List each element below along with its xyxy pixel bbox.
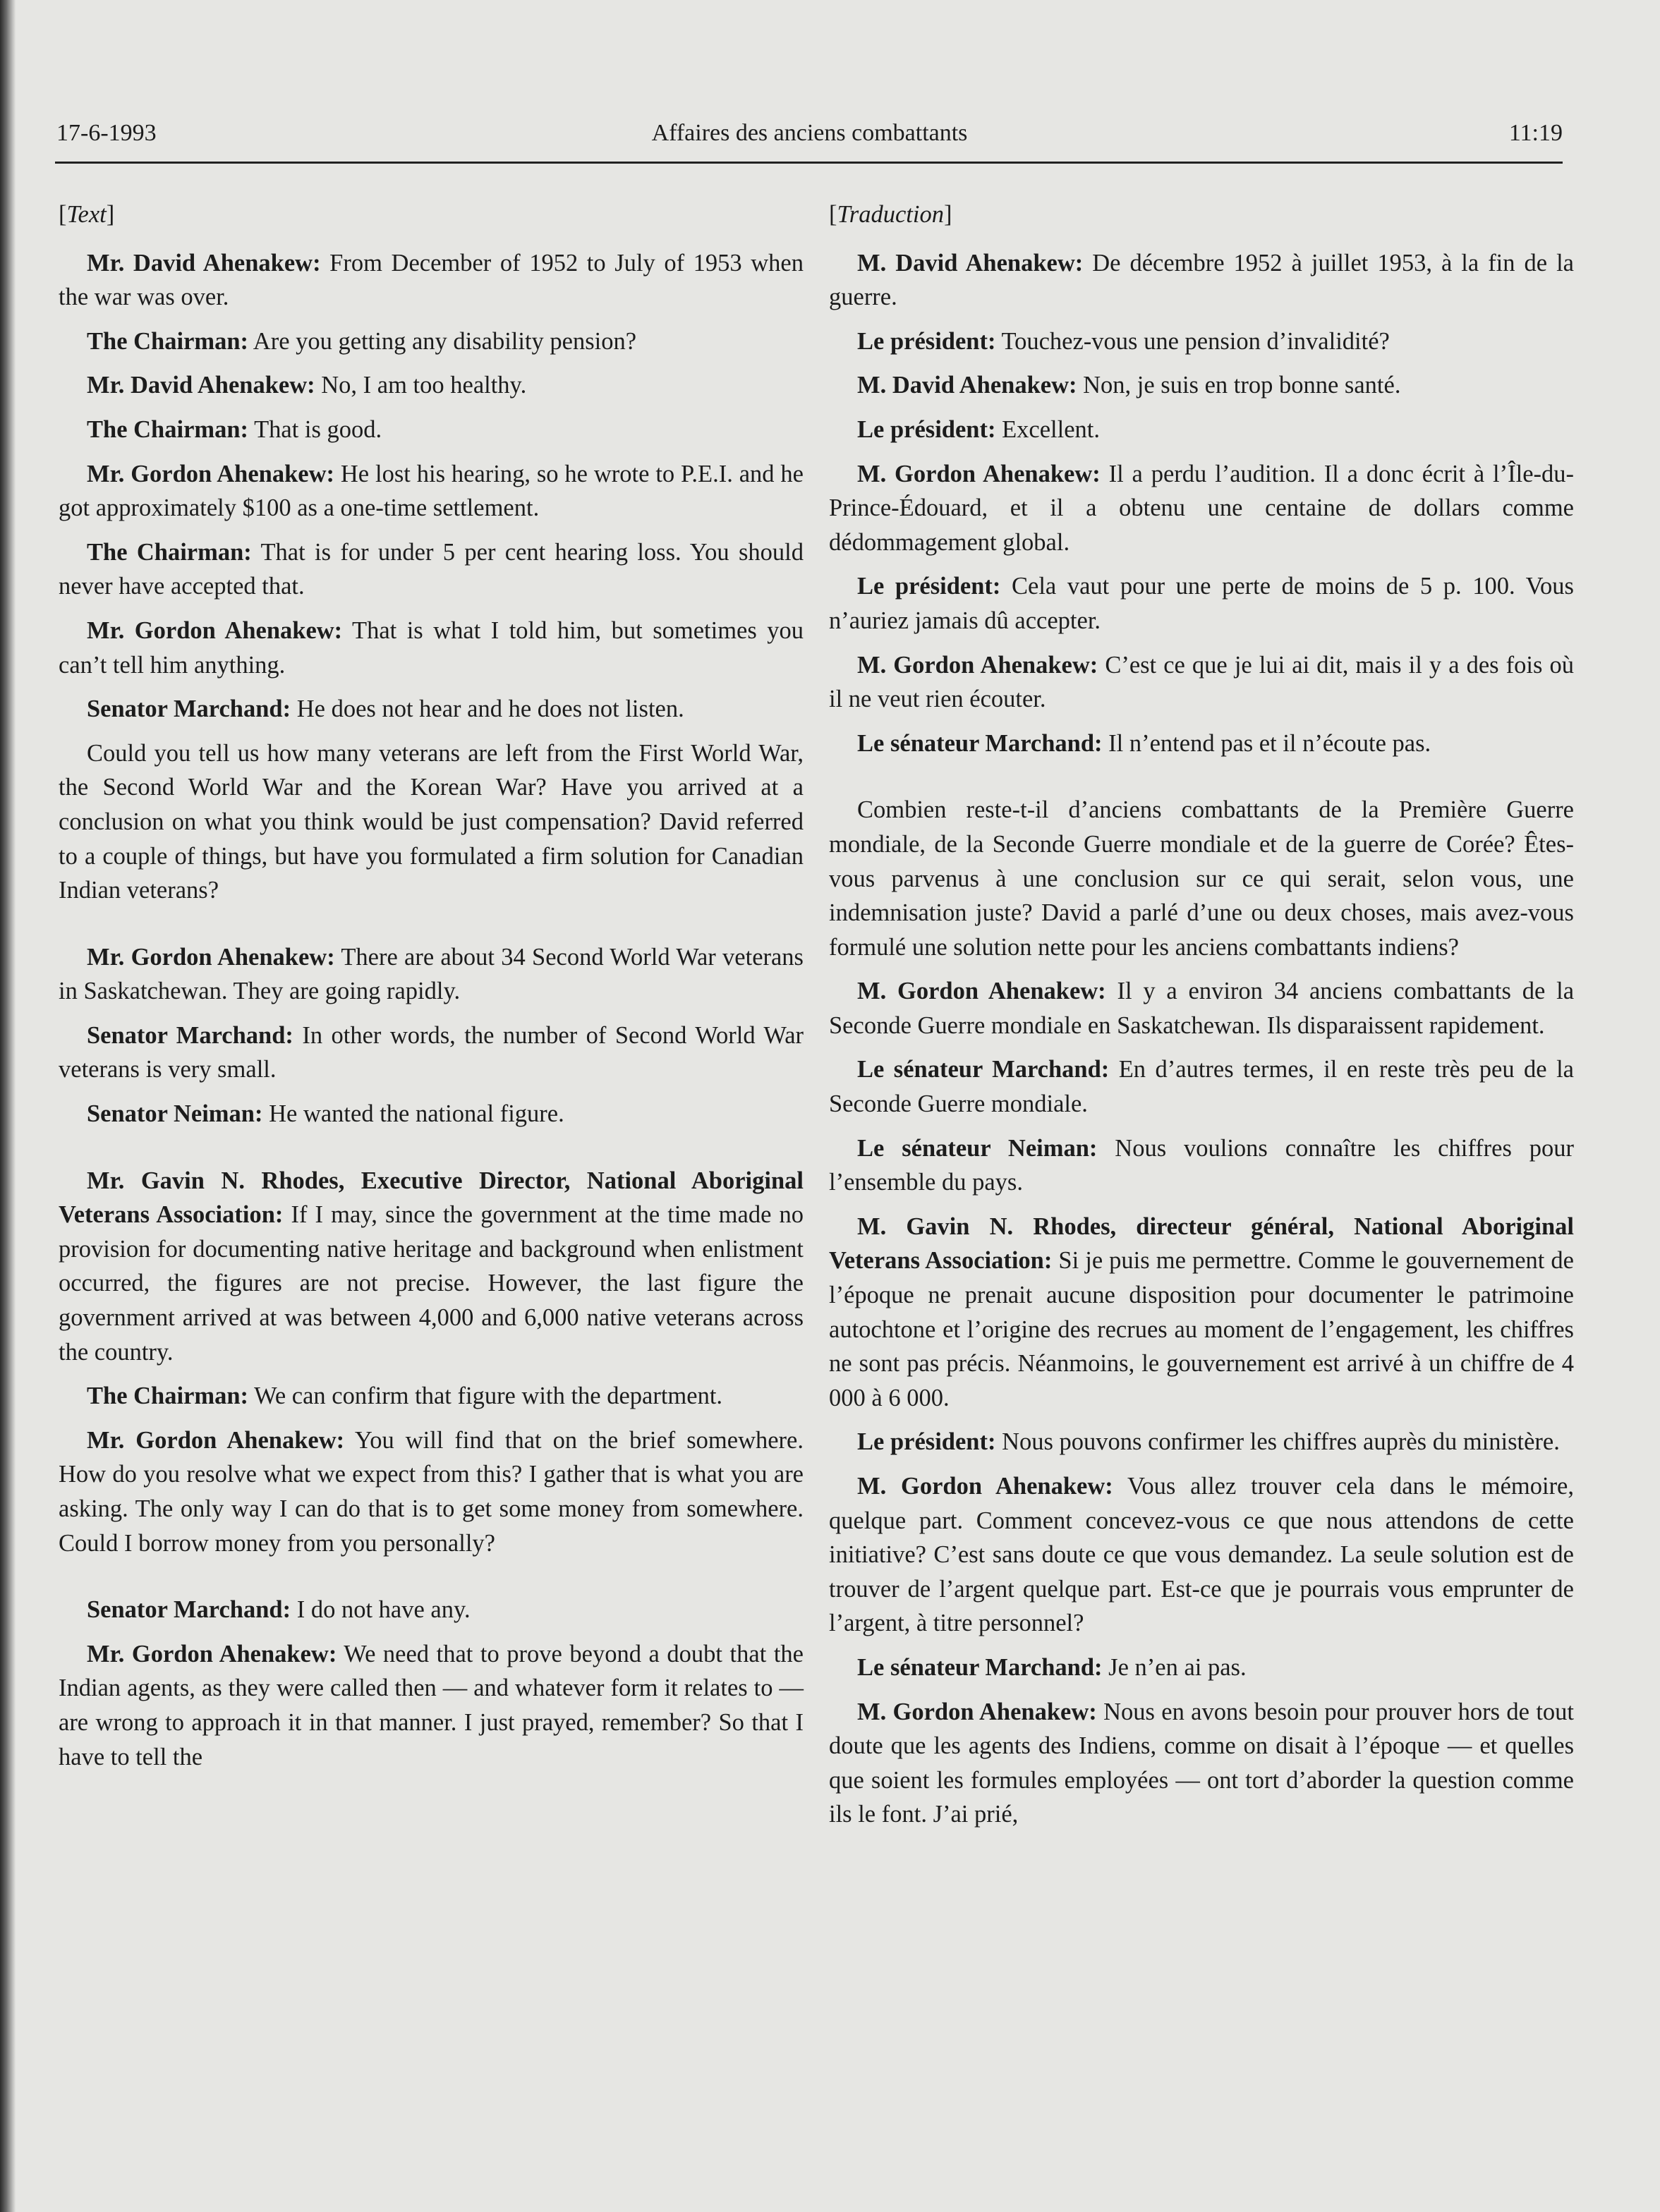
speaker-name: M. David Ahenakew: xyxy=(857,249,1084,276)
transcript-paragraph xyxy=(829,1651,1574,1685)
transcript-paragraph xyxy=(59,1379,804,1414)
speech-text: De décembre 1952 à juillet 1953, à la fin de la guerre. xyxy=(829,249,1574,311)
speech-text: He wanted the national figure. xyxy=(262,1100,564,1128)
speaker-name: M. David Ahenakew: xyxy=(857,372,1077,399)
transcript-paragraph xyxy=(829,1210,1574,1416)
transcript-paragraph xyxy=(829,246,1574,315)
speaker-name: The Chairman: xyxy=(87,538,252,566)
speech-text: Cela vaut pour une perte de moins de 5 p. 100. Vous n’auriez jamais dû accepter. xyxy=(829,573,1574,634)
speech-text: That is what I told him, but sometimes you can’t tell him anything. xyxy=(59,616,804,679)
speech-text: Combien reste-t-il d’anciens combattants de la Première Guerre mondiale, de la Seconde Guerre mondiale et de la guerre de Corée? Êtes-vous parvenus à une conclusion sur ce qui serait, selon vous, une indemnisation juste? David a parlé d’une ou deux choses, mais avez-vous formulé une solution nette pour les anciens combattants indiens? xyxy=(829,796,1574,961)
transcript-paragraph xyxy=(59,457,804,525)
speech-text: Are you getting any disability pension? xyxy=(248,327,637,355)
transcript-paragraph xyxy=(59,368,804,403)
transcript-paragraph xyxy=(59,413,804,447)
speech-text: He does not hear and he does not listen. xyxy=(291,695,684,723)
speech-text: Vous allez trouver cela dans le mémoire, quelque part. Comment concevez-vous ce que nous attendons de cette initiative? C’est sans doute ce que vous demandez. La seule solution est de trouver de l’argent quelque part. Est-ce que je pourrais vous emprunter de l’argent, à titre personnel? xyxy=(829,1473,1574,1637)
speaker-name: Le sénateur Neiman: xyxy=(857,1134,1098,1162)
header-date: 17-6-1993 xyxy=(56,120,157,146)
transcript-paragraph xyxy=(829,324,1574,359)
speech-text: Nous voulions connaître les chiffres pour l’ensemble du pays. xyxy=(829,1134,1575,1196)
transcript-paragraph xyxy=(829,368,1574,403)
header-title: Affaires des anciens combattants xyxy=(651,120,968,146)
speech-text: Could you tell us how many veterans are left from the First World War, the Second World War and the Korean War? Have you arrived at a conclusion on what you think would be just compensation? David referred to a couple of things, but have you formulated a firm solution for Canadian Indian veterans? xyxy=(59,739,804,904)
speech-text: En d’autres termes, il en reste très peu de la Seconde Guerre mondiale. xyxy=(829,1056,1574,1118)
speaker-name: The Chairman: xyxy=(87,415,249,443)
binding-shadow xyxy=(0,0,16,2212)
transcript-paragraph xyxy=(829,648,1574,717)
transcript-paragraph xyxy=(829,1052,1574,1121)
transcript-paragraph xyxy=(59,736,804,908)
english-column xyxy=(59,198,804,1784)
transcript-paragraph xyxy=(59,246,804,315)
speaker-name: Mr. David Ahenakew: xyxy=(87,249,321,276)
speech-text: There are about 34 Second World War veterans in Saskatchewan. They are going rapidly. xyxy=(59,943,804,1005)
speech-text: We can confirm that figure with the department. xyxy=(248,1382,723,1410)
transcript-paragraph xyxy=(59,692,804,727)
french-column xyxy=(829,198,1574,1842)
speaker-name: Mr. Gordon Ahenakew: xyxy=(87,1640,337,1667)
speech-text: C’est ce que je lui ai dit, mais il y a des fois où il ne veut rien écouter. xyxy=(829,651,1575,713)
transcript-paragraph xyxy=(59,1423,804,1560)
speaker-name: M. Gavin N. Rhodes, directeur général, National Aboriginal Veterans Association: xyxy=(829,1213,1574,1275)
speech-text: Nous en avons besoin pour prouver hors de tout doute que les agents des Indiens, comme on disait à l’époque — et quelles que soient les formules employées — ont tort d’aborder la question comme ils le font. J’ai prié, xyxy=(829,1698,1574,1828)
speaker-name: Mr. Gordon Ahenakew: xyxy=(87,1426,345,1454)
page-header xyxy=(56,120,1563,155)
speaker-name: M. Gordon Ahenakew: xyxy=(857,460,1101,487)
speaker-name: Mr. Gordon Ahenakew: xyxy=(87,460,334,487)
transcript-paragraph xyxy=(829,1425,1574,1459)
transcript-paragraph xyxy=(59,1164,804,1370)
speaker-name: Le sénateur Marchand: xyxy=(857,1653,1103,1681)
speech-text: From December of 1952 to July of 1953 when the war was over. xyxy=(59,249,804,311)
header-page-number: 11:19 xyxy=(1508,120,1563,146)
speech-text: Excellent. xyxy=(995,415,1100,443)
speech-text: You will find that on the brief somewhere. How do you resolve what we expect from this? I gather that is what you are asking. The only way I can do that is to get some money from somewhere. Could I borrow money from you personally? xyxy=(59,1426,804,1557)
left-language-label: [Text] xyxy=(59,201,115,228)
transcript-paragraph xyxy=(59,614,804,682)
speaker-name: Le président: xyxy=(857,327,996,355)
speaker-name: M. Gordon Ahenakew: xyxy=(857,1473,1113,1500)
transcript-paragraph xyxy=(829,1695,1574,1832)
transcript-paragraph xyxy=(829,413,1574,447)
transcript-paragraph xyxy=(59,535,804,604)
speaker-name: Senator Marchand: xyxy=(87,1021,293,1049)
transcript-paragraph xyxy=(829,1469,1574,1641)
speech-text: That is good. xyxy=(248,415,382,443)
transcript-paragraph xyxy=(829,793,1574,964)
transcript-paragraph xyxy=(829,1131,1574,1200)
speaker-name: M. Gordon Ahenakew: xyxy=(857,978,1106,1005)
speaker-name: Senator Marchand: xyxy=(87,1596,291,1624)
speaker-name: The Chairman: xyxy=(87,1382,249,1410)
speech-text: He lost his hearing, so he wrote to P.E.I. and he got approximately $100 as a one-time settlement. xyxy=(59,460,804,522)
speech-text: If I may, since the government at the time made no provision for documenting native heritage and background when enlistment occurred, the figures are not precise. However, the last figure the government arrived at was between 4,000 and 6,000 native veterans across the country. xyxy=(59,1201,804,1366)
speaker-name: Senator Neiman: xyxy=(87,1100,263,1128)
transcript-paragraph xyxy=(829,457,1574,560)
header-rule xyxy=(55,162,1563,164)
speaker-name: Senator Marchand: xyxy=(87,695,291,723)
speaker-name: Le sénateur Marchand: xyxy=(857,729,1103,757)
speech-text: In other words, the number of Second World War veterans is very small. xyxy=(59,1021,804,1083)
language-label-text: Traduction xyxy=(837,201,944,228)
transcript-paragraph xyxy=(59,1019,804,1087)
speaker-name: Mr. David Ahenakew: xyxy=(87,372,315,399)
language-label-text: Text xyxy=(66,201,107,228)
speech-text: Nous pouvons confirmer les chiffres auprès du ministère. xyxy=(995,1428,1560,1456)
transcript-paragraph xyxy=(829,974,1574,1043)
transcript-paragraph xyxy=(59,1097,804,1131)
speaker-name: Mr. Gavin N. Rhodes, Executive Director, National Aboriginal Veterans Association: xyxy=(59,1167,804,1229)
speaker-name: Le président: xyxy=(857,573,1001,600)
speech-text: Je n’en ai pas. xyxy=(1102,1653,1247,1681)
speaker-name: Le président: xyxy=(857,415,996,443)
speech-text: We need that to prove beyond a doubt that the Indian agents, as they were called then — and whatever form it relates to — are wrong to approach it in that manner. I just prayed, remember? So that I have to tell the xyxy=(59,1640,804,1770)
transcript-paragraph xyxy=(59,940,804,1009)
speaker-name: Le sénateur Marchand: xyxy=(857,1056,1110,1083)
speech-text: Il n’entend pas et il n’écoute pas. xyxy=(1102,729,1431,757)
speaker-name: Mr. Gordon Ahenakew: xyxy=(87,943,335,971)
speech-text: That is for under 5 per cent hearing loss. You should never have accepted that. xyxy=(59,538,804,600)
speech-text: Il y a environ 34 anciens combattants de la Seconde Guerre mondiale en Saskatchewan. Ils disparaissent rapidement. xyxy=(829,978,1575,1039)
speaker-name: Mr. Gordon Ahenakew: xyxy=(87,616,343,644)
transcript-paragraph xyxy=(59,1637,804,1774)
speech-text: No, I am too healthy. xyxy=(315,372,527,399)
speaker-name: M. Gordon Ahenakew: xyxy=(857,651,1098,679)
transcript-paragraph xyxy=(829,727,1574,761)
speaker-name: Le président: xyxy=(857,1428,996,1456)
right-language-label: [Traduction] xyxy=(829,201,952,228)
speech-text: Touchez-vous une pension d’invalidité? xyxy=(995,327,1390,355)
speech-text: Non, je suis en trop bonne santé. xyxy=(1077,372,1401,399)
transcript-paragraph xyxy=(59,324,804,359)
speaker-name: The Chairman: xyxy=(87,327,249,355)
speech-text: I do not have any. xyxy=(291,1596,471,1624)
speaker-name: M. Gordon Ahenakew: xyxy=(857,1698,1097,1725)
transcript-paragraph xyxy=(59,1593,804,1627)
speech-text: Si je puis me permettre. Comme le gouvernement de l’époque ne prenait aucune disposition pour documenter le patrimoine autochtone et l’origine des recrues au moment de l’engagement, les chiffres ne sont pas précis. Néanmoins, le gouvernement est arrivé à un chiffre de 4 000 à 6 000. xyxy=(829,1247,1574,1411)
speech-text: Il a perdu l’audition. Il a donc écrit à l’Île-du-Prince-Édouard, et il a obtenu une centaine de dollars comme dédommagement global. xyxy=(829,460,1575,556)
transcript-paragraph xyxy=(829,569,1574,638)
